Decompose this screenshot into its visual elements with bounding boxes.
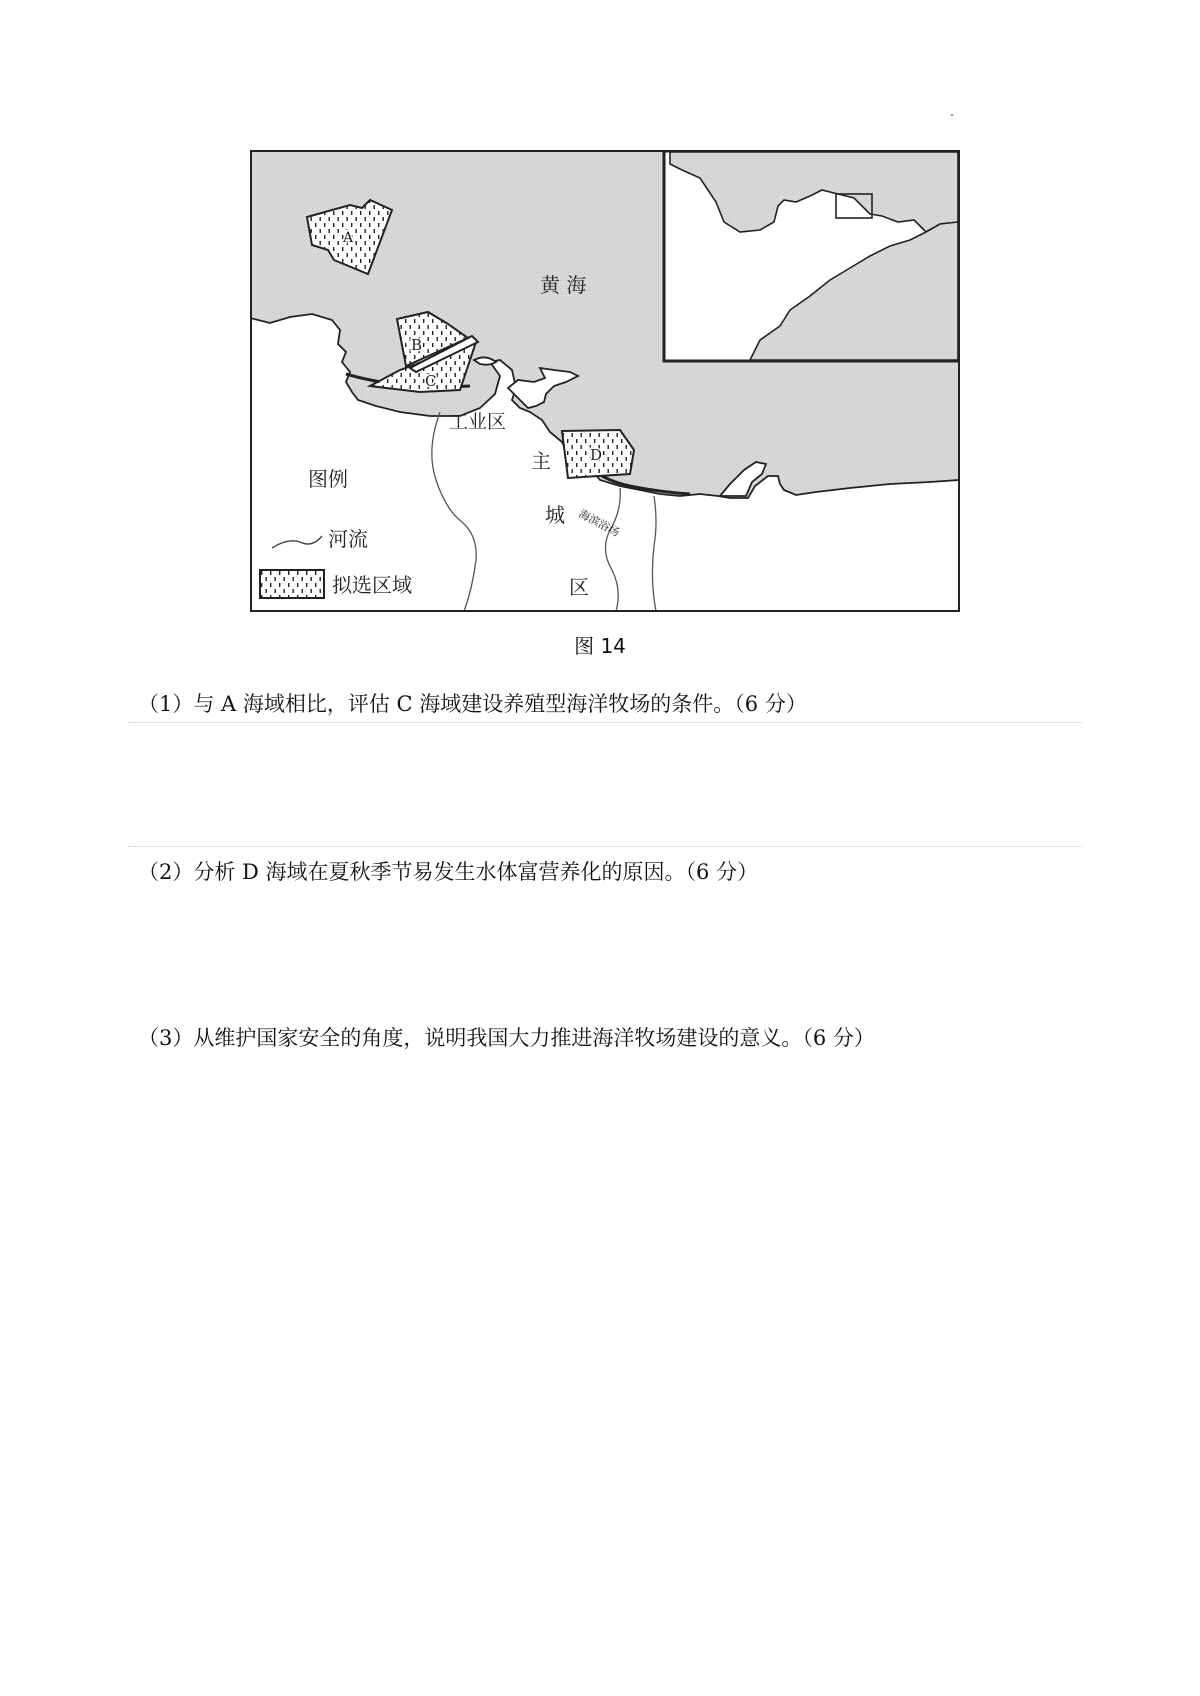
question-1: （1）与 A 海域相比，评估 C 海域建设养殖型海洋牧场的条件。（6 分） [138,692,807,716]
main-city-label-1: 主 [531,449,551,473]
zone-label-c: C [425,372,437,390]
main-city-label-3: 区 [569,575,589,599]
sea-label: 黄 海 [540,273,587,297]
zone-label-d: D [590,446,603,464]
industrial-label: 工业区 [449,411,507,433]
figure-caption: 图 14 [574,634,626,658]
main-city-label-2: 城 [545,503,565,527]
stray-mark [951,114,953,116]
map-figure [250,150,960,612]
legend-selected-label: 拟选区域 [332,573,412,597]
inset-map [664,151,959,361]
zone-label-a: A [343,230,354,246]
beach-label: 海滨浴场 [576,507,622,540]
dotted-separator-1 [128,722,1082,723]
legend-river-label: 河流 [328,527,368,551]
question-3: （3）从维护国家安全的角度，说明我国大力推进海洋牧场建设的意义。（6 分） [138,1026,875,1050]
legend-title: 图例 [308,467,348,491]
dotted-separator-2 [128,846,1082,847]
legend-selected-icon [260,570,324,598]
zone-label-b: B [411,336,423,354]
question-2: （2）分析 D 海域在夏秋季节易发生水体富营养化的原因。（6 分） [138,860,759,884]
